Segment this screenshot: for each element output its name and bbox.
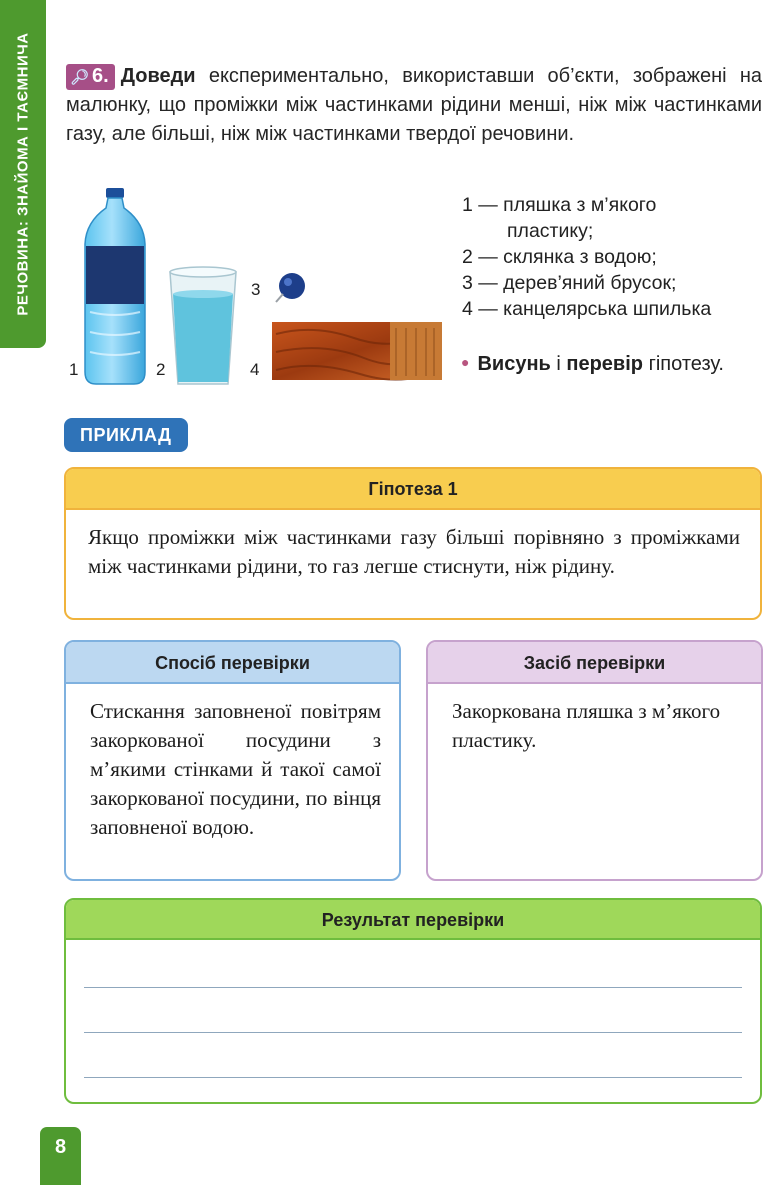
hypothesis-instruction: [461, 353, 724, 376]
means-text: Закоркована пляшка з м’якого пластику.: [452, 699, 721, 752]
method-text: Стискання заповненої повітрям закоркованої посудини з м’якими стінками й такої самої закоркованої посудини, по вінця заповненої водою.: [90, 699, 381, 839]
hypothesis-title: Гіпотеза 1: [66, 469, 760, 510]
answer-line-1[interactable]: [84, 987, 742, 988]
result-box: [64, 898, 762, 1104]
answer-line-3[interactable]: [84, 1077, 742, 1078]
means-box: [426, 640, 763, 881]
experiment-figure: [64, 182, 454, 392]
legend-item-continuation: пластику;: [507, 220, 594, 242]
figure-label-1: 1: [69, 360, 79, 379]
instruction-bold-1: Висунь: [477, 353, 551, 375]
figure-label-3: 3: [251, 280, 261, 299]
figure-legend: [462, 192, 711, 322]
bottle: [85, 188, 145, 384]
figure-label-2: 2: [156, 360, 166, 379]
legend-item: 4 — канцелярська шпилька: [462, 298, 712, 320]
method-title: Спосіб перевірки: [66, 642, 399, 684]
wooden-block: [272, 322, 442, 380]
task-text: [66, 62, 762, 149]
instruction-rest: гіпотезу.: [643, 353, 724, 375]
chapter-title: РЕЧОВИНА: ЗНАЙОМА І ТАЄМНИЧА: [14, 32, 32, 316]
legend-item: 1 — пляшка з м’якого: [462, 194, 657, 216]
hypothesis-text: Якщо проміжки між частинками газу більші порівняно з проміжками між частинками рідини, то газ легше стиснути, ніж рідину.: [88, 525, 740, 578]
task-body: експериментально, використавши об’єкти, зображені на малюнку, що проміжки між частинками рідини менші, ніж між частинками газу, але більші, ніж між частинками твердої речовини.: [66, 65, 762, 145]
legend-item: 2 — склянка з водою;: [462, 246, 657, 268]
page-number: 8: [40, 1127, 81, 1185]
task-lead-word: Доведи: [120, 65, 196, 87]
figure-label-4: 4: [250, 360, 260, 379]
glass-of-water: [170, 267, 236, 384]
instruction-bold-2: перевір: [566, 353, 644, 375]
example-badge: ПРИКЛАД: [64, 418, 188, 452]
instruction-mid: і: [550, 353, 567, 375]
hypothesis-box: [64, 467, 762, 620]
bullet-dot-icon: ●: [461, 354, 470, 370]
task-number-badge: [66, 64, 115, 90]
task-number: 6.: [92, 65, 109, 87]
means-title: Засіб перевірки: [428, 642, 761, 684]
chapter-side-tab: [0, 0, 46, 348]
result-title: Результат перевірки: [66, 900, 760, 940]
legend-item: 3 — дерев’яний брусок;: [462, 272, 677, 294]
answer-line-2[interactable]: [84, 1032, 742, 1033]
method-box: [64, 640, 401, 881]
pushpin: [276, 273, 305, 302]
magnifier-icon: 🔎︎: [70, 69, 90, 86]
